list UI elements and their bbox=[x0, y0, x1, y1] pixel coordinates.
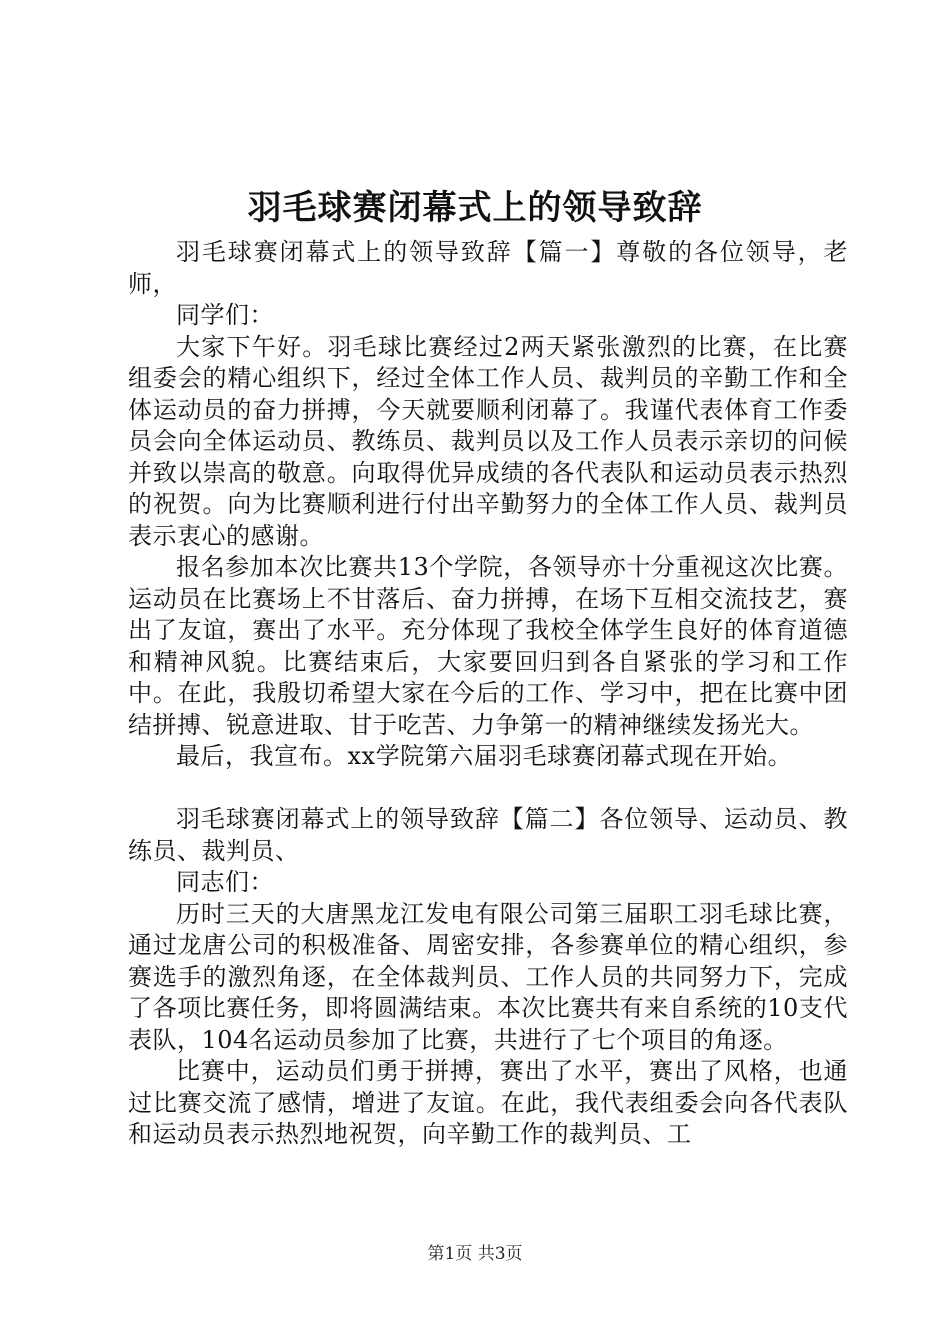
document-body bbox=[128, 237, 848, 1151]
paragraph-3: 大家下午好。羽毛球比赛经过2两天紧张激烈的比赛，在比赛组委会的精心组织下，经过全体工作人员、裁判员的辛勤工作和全体运动员的奋力拼搏，今天就要顺利闭幕了。我谨代表体育工作委员会向全体运动员、教练员、裁判员以及工作人员表示亲切的问候并致以崇高的敬意。向取得优异成绩的各代表队和运动员表示热烈的祝贺。向为比赛顺利进行付出辛勤努力的全体工作人员、裁判员表示衷心的感谢。 bbox=[128, 332, 848, 550]
paragraph-8: 历时三天的大唐黑龙江发电有限公司第三届职工羽毛球比赛，通过龙唐公司的积极准备、周密安排，各参赛单位的精心组织，参赛选手的激烈角逐，在全体裁判员、工作人员的共同努力下，完成了各项比赛任务，即将圆满结束。本次比赛共有来自系统的10支代表队，104名运动员参加了比赛，共进行了七个项目的角逐。 bbox=[128, 899, 848, 1054]
paragraph-9: 比赛中，运动员们勇于拼搏，赛出了水平，赛出了风格，也通过比赛交流了感情，增进了友谊。在此，我代表组委会向各代表队和运动员表示热烈地祝贺，向辛勤工作的裁判员、工 bbox=[128, 1057, 848, 1148]
page-number-footer: 第1页 共3页 bbox=[427, 1244, 523, 1264]
paragraph-6: 羽毛球赛闭幕式上的领导致辞【篇二】各位领导、运动员、教练员、裁判员、 bbox=[128, 805, 848, 865]
paragraph-5: 最后，我宣布。xx学院第六届羽毛球赛闭幕式现在开始。 bbox=[176, 742, 793, 770]
paragraph-4: 报名参加本次比赛共13个学院，各领导亦十分重视这次比赛。运动员在比赛场上不甘落后、奋力拼搏，在场下互相交流技艺，赛出了友谊，赛出了水平。充分体现了我校全体学生良好的体育道德和精神风貌。比赛结束后，大家要回归到各自紧张的学习和工作中。在此，我殷切希望大家在今后的工作、学习中，把在比赛中团结拼搏、锐意进取、甘于吃苦、力争第一的精神继续发扬光大。 bbox=[128, 553, 848, 739]
paragraph-spacer bbox=[128, 773, 848, 805]
paragraph-1: 羽毛球赛闭幕式上的领导致辞【篇一】尊敬的各位领导，老师， bbox=[128, 238, 848, 298]
paragraph-7: 同志们： bbox=[176, 868, 274, 896]
paragraph-2: 同学们： bbox=[176, 301, 274, 329]
document-title: 羽毛球赛闭幕式上的领导致辞 bbox=[247, 188, 703, 228]
